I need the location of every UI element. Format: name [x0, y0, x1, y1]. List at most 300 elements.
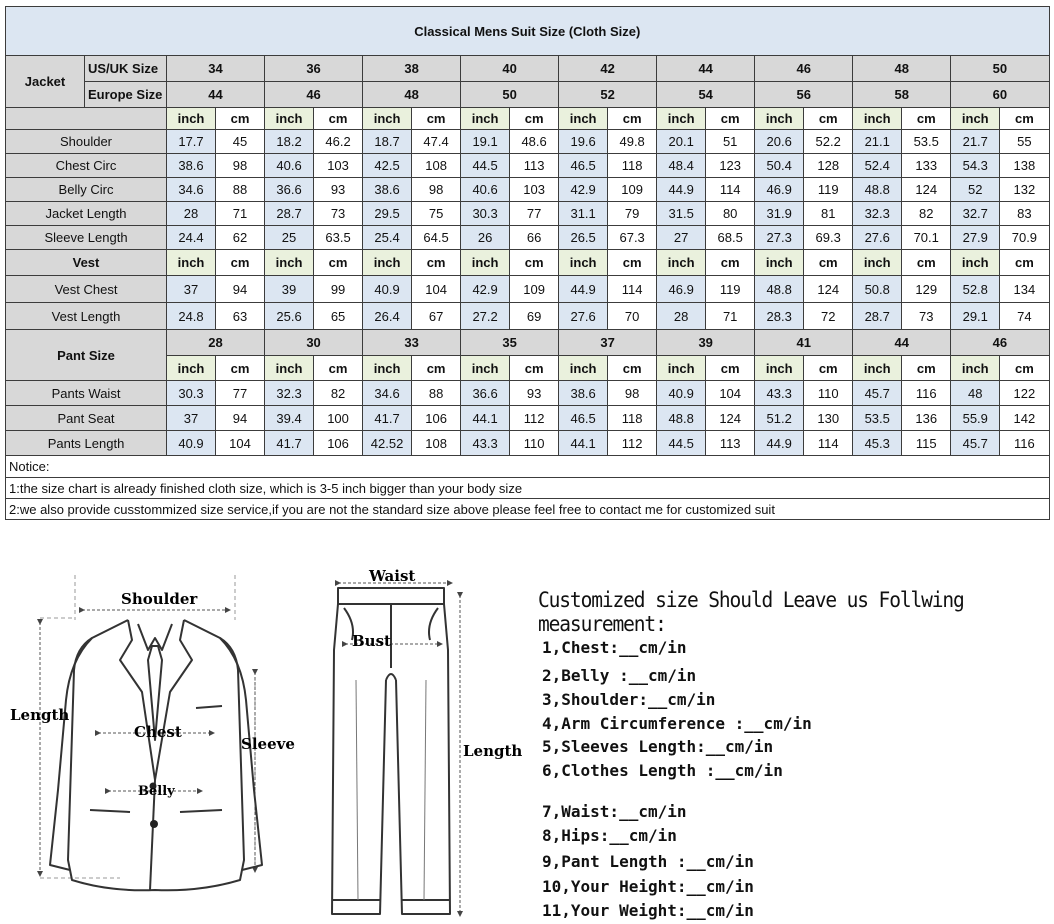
value-cell: 103 [314, 154, 363, 178]
value-cell: 42.52 [363, 431, 412, 456]
value-cell: 124 [706, 406, 755, 431]
value-cell: 17.7 [167, 130, 216, 154]
value-cell: 31.5 [657, 202, 706, 226]
value-cell: 118 [608, 406, 657, 431]
value-cell: 70.1 [902, 226, 951, 250]
unit-cm: cm [902, 108, 951, 130]
row-label: Jacket Length [6, 202, 167, 226]
value-cell: 45.7 [951, 431, 1000, 456]
value-cell: 130 [804, 406, 853, 431]
value-cell: 48.8 [853, 178, 902, 202]
value-cell: 39 [265, 276, 314, 303]
value-cell: 46.9 [657, 276, 706, 303]
value-cell: 63.5 [314, 226, 363, 250]
row-label: Pant Seat [6, 406, 167, 431]
pants-diagram [320, 560, 535, 924]
value-cell: 83 [1000, 202, 1049, 226]
measurement-item: 8,Hips:__cm/in [542, 826, 677, 845]
notice-row [6, 456, 1050, 478]
value-cell: 104 [412, 276, 461, 303]
value-cell: 29.1 [951, 303, 1000, 330]
unit-inch: inch [167, 356, 216, 381]
unit-inch: inch [951, 108, 1000, 130]
unit-inch: inch [755, 356, 804, 381]
us-size: 42 [559, 56, 657, 82]
unit-inch: inch [363, 108, 412, 130]
value-cell: 65 [314, 303, 363, 330]
value-cell: 109 [608, 178, 657, 202]
shoulder-label: Shoulder [121, 590, 198, 608]
value-cell: 106 [314, 431, 363, 456]
notice-row [6, 499, 1050, 520]
unit-cm: cm [706, 250, 755, 276]
value-cell: 26.5 [559, 226, 608, 250]
eu-size: 60 [951, 82, 1049, 108]
value-cell: 134 [1000, 276, 1049, 303]
value-cell: 67.3 [608, 226, 657, 250]
value-cell: 29.5 [363, 202, 412, 226]
unit-cm: cm [412, 356, 461, 381]
value-cell: 34.6 [363, 381, 412, 406]
value-cell: 46.5 [559, 154, 608, 178]
value-cell: 124 [804, 276, 853, 303]
custom-measurement-title: Customized size Should Leave us Follwing measurement: [538, 588, 964, 636]
value-cell: 32.7 [951, 202, 1000, 226]
pant-size: 30 [265, 330, 363, 356]
value-cell: 25 [265, 226, 314, 250]
value-cell: 30.3 [461, 202, 510, 226]
value-cell: 82 [902, 202, 951, 226]
unit-inch: inch [461, 356, 510, 381]
value-cell: 28.7 [265, 202, 314, 226]
unit-cm: cm [216, 356, 265, 381]
europe-label: Europe Size [85, 82, 167, 108]
value-cell: 116 [902, 381, 951, 406]
value-cell: 110 [510, 431, 559, 456]
notice-line-2: 2:we also provide cusstommized size service,if you are not the standard size above please feel free to contact me for customized suit [6, 499, 1050, 520]
value-cell: 118 [608, 154, 657, 178]
value-cell: 53.5 [853, 406, 902, 431]
us-size: 44 [657, 56, 755, 82]
unit-inch: inch [363, 356, 412, 381]
measurement-item: 4,Arm Circumference :__cm/in [542, 714, 812, 733]
measurement-item: 9,Pant Length :__cm/in [542, 852, 754, 871]
measurement-item: 11,Your Weight:__cm/in [542, 901, 754, 920]
unit-inch: inch [951, 250, 1000, 276]
value-cell: 25.4 [363, 226, 412, 250]
value-cell: 20.6 [755, 130, 804, 154]
unit-inch: inch [265, 356, 314, 381]
value-cell: 18.7 [363, 130, 412, 154]
value-cell: 27.6 [559, 303, 608, 330]
value-cell: 106 [412, 406, 461, 431]
value-cell: 27 [657, 226, 706, 250]
value-cell: 77 [510, 202, 559, 226]
unit-inch: inch [559, 250, 608, 276]
notice-line-1: 1:the size chart is already finished cloth size, which is 3-5 inch bigger than your body size [6, 478, 1050, 499]
unit-inch: inch [657, 356, 706, 381]
value-cell: 82 [314, 381, 363, 406]
row-label: Shoulder [6, 130, 167, 154]
value-cell: 124 [902, 178, 951, 202]
value-cell: 42.5 [363, 154, 412, 178]
value-cell: 54.3 [951, 154, 1000, 178]
value-cell: 31.9 [755, 202, 804, 226]
eu-size-row [6, 82, 1050, 108]
sleeve-label: Sleeve [241, 735, 295, 753]
value-cell: 104 [706, 381, 755, 406]
value-cell: 55.9 [951, 406, 1000, 431]
value-cell: 40.6 [461, 178, 510, 202]
value-cell: 142 [1000, 406, 1049, 431]
value-cell: 108 [412, 431, 461, 456]
value-cell: 138 [1000, 154, 1049, 178]
value-cell: 24.8 [167, 303, 216, 330]
measurement-item: 3,Shoulder:__cm/in [542, 690, 716, 709]
value-cell: 18.2 [265, 130, 314, 154]
length-label: Length [10, 706, 70, 724]
value-cell: 50.4 [755, 154, 804, 178]
unit-cm: cm [1000, 356, 1049, 381]
table-title: Classical Mens Suit Size (Cloth Size) [6, 7, 1050, 56]
value-cell: 45.3 [853, 431, 902, 456]
unit-cm: cm [314, 250, 363, 276]
value-cell: 133 [902, 154, 951, 178]
value-cell: 119 [804, 178, 853, 202]
notice-label: Notice: [6, 456, 1050, 478]
unit-inch: inch [951, 356, 1000, 381]
unit-inch: inch [167, 250, 216, 276]
value-cell: 48 [951, 381, 1000, 406]
value-cell: 27.3 [755, 226, 804, 250]
unit-cm: cm [902, 356, 951, 381]
unit-cm: cm [412, 108, 461, 130]
measurement-item: 2,Belly :__cm/in [542, 666, 697, 685]
value-cell: 27.9 [951, 226, 1000, 250]
value-cell: 39.4 [265, 406, 314, 431]
us-size: 38 [363, 56, 461, 82]
measurement-row [6, 202, 1050, 226]
value-cell: 113 [510, 154, 559, 178]
value-cell: 52.2 [804, 130, 853, 154]
value-cell: 34.6 [167, 178, 216, 202]
row-label: Chest Circ [6, 154, 167, 178]
measurement-row [6, 381, 1050, 406]
jacket-label: Jacket [6, 56, 85, 108]
us-size-row [6, 56, 1050, 82]
value-cell: 79 [608, 202, 657, 226]
notice-row [6, 478, 1050, 499]
value-cell: 71 [216, 202, 265, 226]
value-cell: 45.7 [853, 381, 902, 406]
value-cell: 31.1 [559, 202, 608, 226]
unit-cm: cm [608, 356, 657, 381]
value-cell: 116 [1000, 431, 1049, 456]
value-cell: 19.6 [559, 130, 608, 154]
unit-cm: cm [412, 250, 461, 276]
value-cell: 40.9 [657, 381, 706, 406]
unit-inch: inch [559, 356, 608, 381]
jacket-diagram [0, 560, 310, 924]
row-label: Sleeve Length [6, 226, 167, 250]
pant-size: 46 [951, 330, 1049, 356]
value-cell: 122 [1000, 381, 1049, 406]
value-cell: 112 [510, 406, 559, 431]
value-cell: 70.9 [1000, 226, 1049, 250]
value-cell: 69 [510, 303, 559, 330]
value-cell: 70 [608, 303, 657, 330]
unit-cm: cm [510, 356, 559, 381]
value-cell: 114 [608, 276, 657, 303]
value-cell: 36.6 [265, 178, 314, 202]
unit-inch: inch [167, 108, 216, 130]
eu-size: 56 [755, 82, 853, 108]
unit-cm: cm [314, 356, 363, 381]
value-cell: 103 [510, 178, 559, 202]
unit-cm: cm [314, 108, 363, 130]
value-cell: 74 [1000, 303, 1049, 330]
unit-inch: inch [853, 356, 902, 381]
value-cell: 46.9 [755, 178, 804, 202]
value-cell: 47.4 [412, 130, 461, 154]
pant-size: 35 [461, 330, 559, 356]
pants-length-label: Length [463, 742, 523, 760]
measurement-item: 1,Chest:__cm/in [542, 638, 687, 657]
value-cell: 115 [902, 431, 951, 456]
value-cell: 73 [314, 202, 363, 226]
value-cell: 52.4 [853, 154, 902, 178]
unit-inch: inch [461, 250, 510, 276]
belly-label: Belly [138, 784, 175, 799]
unit-cm: cm [1000, 108, 1049, 130]
value-cell: 48.6 [510, 130, 559, 154]
unit-cm: cm [804, 108, 853, 130]
us-size: 34 [167, 56, 265, 82]
value-cell: 26 [461, 226, 510, 250]
value-cell: 71 [706, 303, 755, 330]
value-cell: 43.3 [461, 431, 510, 456]
value-cell: 68.5 [706, 226, 755, 250]
value-cell: 26.4 [363, 303, 412, 330]
value-cell: 69.3 [804, 226, 853, 250]
waist-label: Waist [369, 567, 416, 585]
value-cell: 40.9 [167, 431, 216, 456]
value-cell: 27.6 [853, 226, 902, 250]
value-cell: 88 [412, 381, 461, 406]
unit-inch: inch [657, 250, 706, 276]
measurement-row [6, 303, 1050, 330]
us-size: 46 [755, 56, 853, 82]
unit-cm: cm [216, 108, 265, 130]
value-cell: 73 [902, 303, 951, 330]
value-cell: 98 [412, 178, 461, 202]
value-cell: 44.9 [559, 276, 608, 303]
unit-cm: cm [608, 108, 657, 130]
value-cell: 72 [804, 303, 853, 330]
value-cell: 28 [167, 202, 216, 226]
pant-size: 41 [755, 330, 853, 356]
measurement-row [6, 406, 1050, 431]
value-cell: 42.9 [559, 178, 608, 202]
value-cell: 28 [657, 303, 706, 330]
value-cell: 48.4 [657, 154, 706, 178]
value-cell: 55 [1000, 130, 1049, 154]
value-cell: 52.8 [951, 276, 1000, 303]
value-cell: 44.5 [657, 431, 706, 456]
vest-header-row [6, 250, 1050, 276]
unit-inch: inch [755, 250, 804, 276]
value-cell: 37 [167, 276, 216, 303]
value-cell: 41.7 [265, 431, 314, 456]
row-label: Pants Length [6, 431, 167, 456]
value-cell: 44.5 [461, 154, 510, 178]
value-cell: 38.6 [363, 178, 412, 202]
value-cell: 44.9 [657, 178, 706, 202]
value-cell: 27.2 [461, 303, 510, 330]
unit-cm: cm [706, 356, 755, 381]
vest-label: Vest [6, 250, 167, 276]
value-cell: 123 [706, 154, 755, 178]
eu-size: 58 [853, 82, 951, 108]
value-cell: 93 [314, 178, 363, 202]
value-cell: 119 [706, 276, 755, 303]
value-cell: 45 [216, 130, 265, 154]
value-cell: 98 [216, 154, 265, 178]
row-label: Pants Waist [6, 381, 167, 406]
measurement-item: 5,Sleeves Length:__cm/in [542, 737, 774, 756]
value-cell: 40.9 [363, 276, 412, 303]
value-cell: 32.3 [853, 202, 902, 226]
value-cell: 62 [216, 226, 265, 250]
value-cell: 99 [314, 276, 363, 303]
pant-size: 44 [853, 330, 951, 356]
value-cell: 21.1 [853, 130, 902, 154]
unit-cm: cm [706, 108, 755, 130]
value-cell: 112 [608, 431, 657, 456]
eu-size: 54 [657, 82, 755, 108]
unit-cm: cm [510, 108, 559, 130]
value-cell: 93 [510, 381, 559, 406]
unit-cm: cm [216, 250, 265, 276]
unit-inch: inch [755, 108, 804, 130]
value-cell: 38.6 [559, 381, 608, 406]
value-cell: 28.7 [853, 303, 902, 330]
value-cell: 109 [510, 276, 559, 303]
value-cell: 128 [804, 154, 853, 178]
unit-cm: cm [510, 250, 559, 276]
value-cell: 80 [706, 202, 755, 226]
value-cell: 42.9 [461, 276, 510, 303]
unit-cm: cm [804, 356, 853, 381]
value-cell: 132 [1000, 178, 1049, 202]
value-cell: 94 [216, 406, 265, 431]
value-cell: 108 [412, 154, 461, 178]
eu-size: 48 [363, 82, 461, 108]
value-cell: 46.5 [559, 406, 608, 431]
measurement-row [6, 276, 1050, 303]
value-cell: 110 [804, 381, 853, 406]
unit-inch: inch [461, 108, 510, 130]
value-cell: 41.7 [363, 406, 412, 431]
value-cell: 38.6 [167, 154, 216, 178]
pant-size: 39 [657, 330, 755, 356]
value-cell: 81 [804, 202, 853, 226]
value-cell: 43.3 [755, 381, 804, 406]
value-cell: 36.6 [461, 381, 510, 406]
us-size: 48 [853, 56, 951, 82]
unit-row [6, 108, 1050, 130]
us-size: 50 [951, 56, 1049, 82]
eu-size: 44 [167, 82, 265, 108]
value-cell: 113 [706, 431, 755, 456]
unit-cm: cm [1000, 250, 1049, 276]
value-cell: 25.6 [265, 303, 314, 330]
value-cell: 63 [216, 303, 265, 330]
row-label: Belly Circ [6, 178, 167, 202]
measurement-item: 10,Your Height:__cm/in [542, 877, 754, 896]
pant-size-row [6, 330, 1050, 356]
value-cell: 28.3 [755, 303, 804, 330]
value-cell: 21.7 [951, 130, 1000, 154]
bust-label: Bust [352, 632, 391, 650]
unit-inch: inch [657, 108, 706, 130]
value-cell: 44.1 [461, 406, 510, 431]
value-cell: 53.5 [902, 130, 951, 154]
value-cell: 114 [706, 178, 755, 202]
size-chart-table [5, 6, 1050, 520]
value-cell: 104 [216, 431, 265, 456]
value-cell: 48.8 [755, 276, 804, 303]
eu-size: 46 [265, 82, 363, 108]
measurement-row [6, 130, 1050, 154]
value-cell: 114 [804, 431, 853, 456]
eu-size: 50 [461, 82, 559, 108]
value-cell: 48.8 [657, 406, 706, 431]
pant-size: 28 [167, 330, 265, 356]
unit-cm: cm [804, 250, 853, 276]
unit-inch: inch [265, 250, 314, 276]
unit-inch: inch [363, 250, 412, 276]
value-cell: 46.2 [314, 130, 363, 154]
value-cell: 51 [706, 130, 755, 154]
value-cell: 94 [216, 276, 265, 303]
row-label: Vest Chest [6, 276, 167, 303]
value-cell: 19.1 [461, 130, 510, 154]
value-cell: 66 [510, 226, 559, 250]
pant-size-label: Pant Size [6, 330, 167, 381]
value-cell: 51.2 [755, 406, 804, 431]
measurement-row [6, 226, 1050, 250]
value-cell: 100 [314, 406, 363, 431]
value-cell: 67 [412, 303, 461, 330]
title-row [6, 7, 1050, 56]
unit-inch: inch [559, 108, 608, 130]
value-cell: 88 [216, 178, 265, 202]
value-cell: 40.6 [265, 154, 314, 178]
value-cell: 44.9 [755, 431, 804, 456]
unit-cm: cm [608, 250, 657, 276]
value-cell: 129 [902, 276, 951, 303]
value-cell: 64.5 [412, 226, 461, 250]
value-cell: 75 [412, 202, 461, 226]
value-cell: 44.1 [559, 431, 608, 456]
unit-cm: cm [902, 250, 951, 276]
measurement-item: 6,Clothes Length :__cm/in [542, 761, 783, 780]
us-size: 36 [265, 56, 363, 82]
value-cell: 20.1 [657, 130, 706, 154]
value-cell: 52 [951, 178, 1000, 202]
value-cell: 136 [902, 406, 951, 431]
